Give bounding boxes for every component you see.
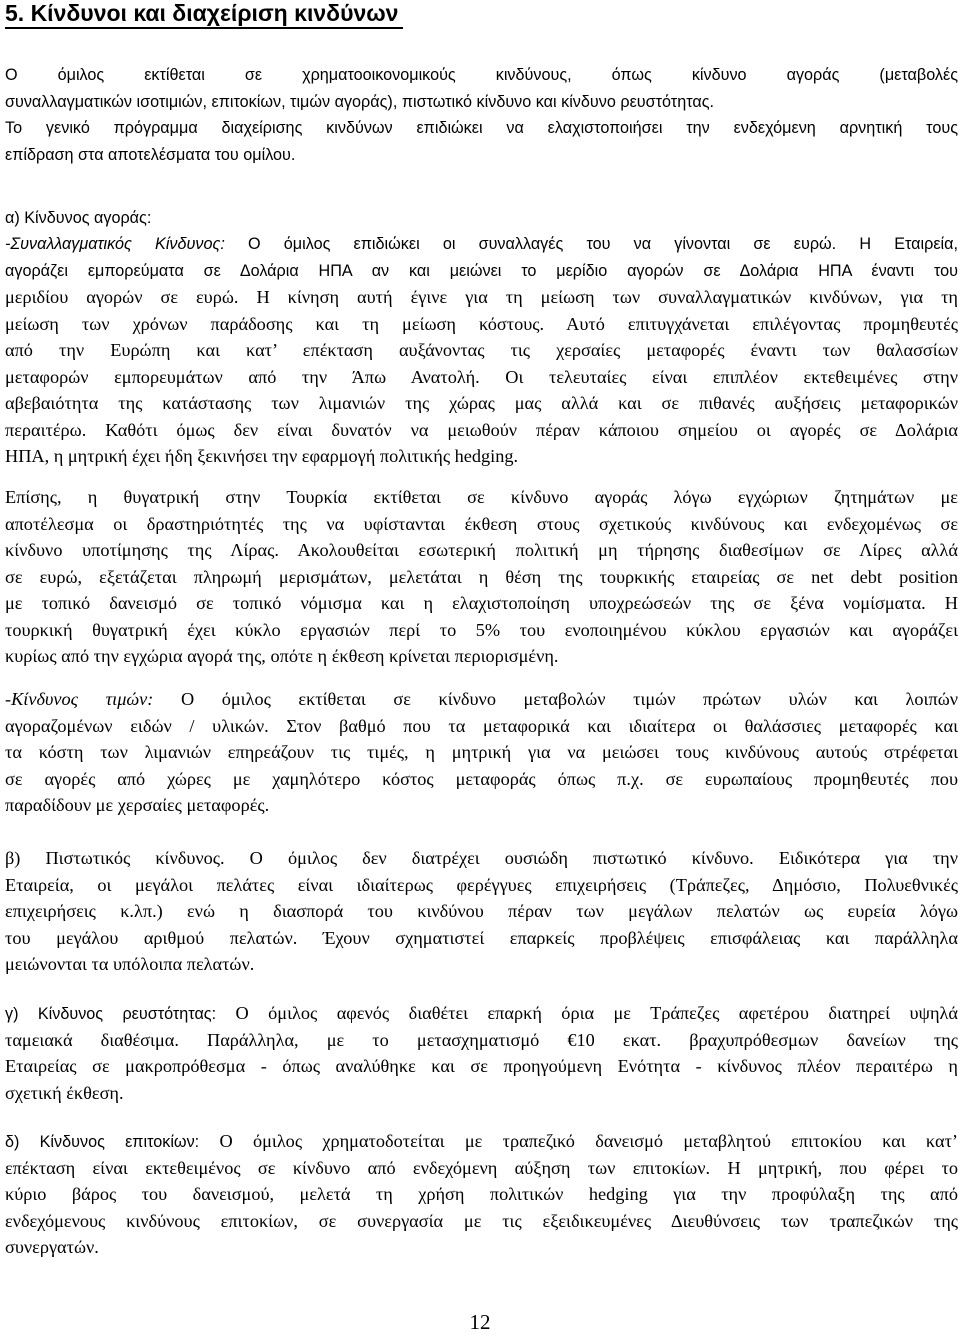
text-line: ΗΠΑ, η μητρική έχει ήδη ξεκινήσει την εφαρμογή πολιτικής hedging. — [5, 446, 519, 466]
turkey-paragraph — [5, 484, 958, 670]
text-line: μείωση των χρόνων παράδοσης και τη μείωση κόστους. Αυτό επιτυγχάνεται επιλέγοντας προμηθευτές — [5, 313, 958, 334]
text-line: του μεγάλου αριθμού πελατών. Έχουν σχηματιστεί επαρκείς προβλέψεις επισφάλειας και παράλληλα — [5, 927, 958, 948]
title-underline — [5, 27, 403, 29]
price-risk-label: -Κίνδυνος τιμών: — [5, 689, 154, 709]
text-line: συναλλαγματικών ισοτιμιών, επιτοκίων, τιμών αγοράς), πιστωτικό κίνδυνο και κίνδυνο ρευστότητας. — [5, 92, 715, 111]
text-line: μεριδίου αγορών σε ευρώ. Η κίνηση αυτή έγινε για τη μείωση των συναλλαγματικών κινδύνων, για τη — [5, 287, 958, 307]
text-line: σχετική έκθεση. — [5, 1082, 124, 1103]
text-line: επέκταση είναι εκτεθειμένος σε κίνδυνο από ενδεχόμενη αύξηση των επιτοκίων. Η μητρική, που φέρει το — [5, 1157, 958, 1178]
text-line: συνεργατών. — [5, 1237, 99, 1257]
text-line: αβεβαιότητα της κατάστασης των λιμανιών της χώρας μας αλλά και σε πιθανές αυξήσεις μεταφορικών — [5, 393, 958, 413]
text-line: με τοπικό δανεισμό σε τοπικό νόμισμα και η ελαχιστοποίηση υποχρεώσεών της σε ξένα νομίσματα. Η — [5, 593, 958, 613]
text-line: τα κόστη των λιμανιών επηρεάζουν τις τιμές, η μητρική για να μειώσει τους κινδύνους αυτούς στρέφεται — [5, 742, 958, 762]
text-line: Επίσης, η θυγατρική στην Τουρκία εκτίθεται σε κίνδυνο αγοράς λόγω εγχώριων ζητημάτων με — [5, 487, 958, 507]
text-line: κίνδυνο υποτίμησης της Λίρας. Ακολουθείται εσωτερική πολιτική μη τήρησης διαθεσίμων σε Λίρες αλλά — [5, 540, 958, 560]
market-risk-heading-block — [5, 205, 958, 232]
text-line: παραδίδουν με χερσαίες μεταφορές. — [5, 795, 270, 815]
text-line: μειώνονται τα υπόλοιπα πελατών. — [5, 954, 255, 974]
text-line: Το γενικό πρόγραμμα διαχείρισης κινδύνων επιδιώκει να ελαχιστοποιήσει την ενδεχόμενη αρνητική τους — [5, 119, 958, 137]
market-risk-heading: α) Κίνδυνος αγοράς: — [5, 209, 152, 227]
text-line: κύριο βάρος του δανεισμού, μελετά τη χρήση πολιτικών hedging για την προφύλαξη της από — [5, 1184, 958, 1204]
interest-risk-paragraph — [5, 1128, 958, 1261]
liquidity-risk-heading: γ) Κίνδυνος ρευστότητας: — [5, 1005, 217, 1023]
text-line: επιχειρήσεις κ.λπ.) ενώ η διασπορά του κινδύνου πέραν των μεγάλων πελατών ως ευρεία λόγω — [5, 901, 958, 921]
text-line: αποτέλεσμα οι δραστηριότητές της να υφίστανται έκθεση στους σχετικούς κινδύνους και ενδεχομένως σε — [5, 513, 958, 534]
interest-risk-heading: δ) Κίνδυνος επιτοκίων: — [5, 1133, 200, 1151]
fx-risk-paragraph — [5, 231, 958, 470]
text-line: ταμειακά διαθέσιμα. Παράλληλα, με το μετασχηματισμό €10 εκατ. βραχυπρόθεσμων δανείων της — [5, 1029, 958, 1050]
text-line — [5, 686, 958, 713]
price-risk-intro: Ο όμιλος εκτίθεται σε κίνδυνο μεταβολών τιμών πρώτων υλών και λοιπών — [153, 689, 958, 709]
fx-risk-intro: Ο όμιλος επιδιώκει οι συναλλαγές του να γίνονται σε ευρώ. — [224, 235, 837, 253]
fx-risk-label: -Συναλλαγματικός Κίνδυνος: — [5, 235, 225, 253]
text-line: περαιτέρω. Καθότι όμως δεν είναι δυνατόν να μειωθούν πέραν κάποιου σημείου οι αγορές σε Δολάρια — [5, 419, 958, 440]
text-line: μεταφορών εμπορευμάτων από την Άπω Ανατολή. Οι τελευταίες είναι επιπλέον εκτεθειμένες στην — [5, 366, 958, 387]
intro-paragraph — [5, 62, 958, 168]
price-risk-paragraph — [5, 686, 958, 819]
text-line: σε ευρώ, εξετάζεται πληρωμή μερισμάτων, μελετάται η θέση της τουρκικής εταιρείας σε net debt position — [5, 566, 958, 587]
section-title: 5. Κίνδυνοι και διαχείριση κινδύνων — [5, 0, 399, 26]
interest-risk-intro: Ο όμιλος χρηματοδοτείται με τραπεζικό δανεισμό μεταβλητού επιτοκίου και κατ’ — [199, 1131, 959, 1151]
liquidity-risk-paragraph — [5, 1000, 958, 1106]
fx-risk-intro-cont: Η Εταιρεία, — [836, 235, 958, 253]
text-line: κυρίως από την εγχώρια αγορά της, οπότε η έκθεση κρίνεται περιορισμένη. — [5, 646, 559, 666]
text-line: σε αγορές από χώρες με χαμηλότερο κόστος μεταφοράς όπως π.χ. σε ευρωπαίους προμηθευτές που — [5, 768, 958, 789]
text-line: τουρκική θυγατρική έχει κύκλο εργασιών περί το 5% του ενοποιημένου κύκλου εργασιών και αγοράζει — [5, 619, 958, 640]
text-line: β) Πιστωτικός κίνδυνος. Ο όμιλος δεν διατρέχει ουσιώδη πιστωτικό κίνδυνο. Ειδικότερα για την — [5, 848, 958, 868]
credit-risk-paragraph — [5, 845, 958, 978]
text-line: Εταιρείας σε μακροπρόθεσμα - όπως αναλύθηκε και σε προηγούμενη Ενότητα - κίνδυνος πλέον περαιτέρω η — [5, 1056, 958, 1076]
text-line: Εταιρεία, οι μεγάλοι πελάτες είναι ιδιαίτερως φερέγγυες επιχειρήσεις (Τράπεζες, Δημόσιο, Πολυεθνικές — [5, 874, 958, 895]
text-line — [5, 231, 958, 258]
text-line — [5, 1000, 958, 1027]
text-line: Ο όμιλος εκτίθεται σε χρηματοοικονομικούς κινδύνους, όπως κίνδυνο αγοράς (μεταβολές — [5, 66, 958, 84]
text-line: από την Ευρώπη και κατ’ επέκταση αυξάνοντας τις χερσαίες μεταφορές έναντι των θαλασσίων — [5, 340, 958, 360]
text-line: ενδεχόμενους κινδύνους επιτοκίων, σε συνεργασία με τις εξειδικευμένες Διευθύνσεις των τραπεζικών της — [5, 1210, 958, 1231]
text-line: αγοραζομένων ειδών / υλικών. Στον βαθμό που τα μεταφορικά και ιδιαίτερα οι θαλάσσιες μεταφορές και — [5, 715, 958, 736]
text-line: επίδραση στα αποτελέσματα του ομίλου. — [5, 145, 296, 164]
text-line: αγοράζει εμπορεύματα σε Δολάρια ΗΠΑ αν και μειώνει το μερίδιο αγορών σε Δολάρια ΗΠΑ έναντι του — [5, 261, 958, 280]
liquidity-risk-intro: Ο όμιλος αφενός διαθέτει επαρκή όρια με Τράπεζες αφετέρου διατηρεί υψηλά — [216, 1003, 958, 1023]
page-number: 12 — [469, 1310, 491, 1334]
text-line — [5, 1128, 958, 1155]
